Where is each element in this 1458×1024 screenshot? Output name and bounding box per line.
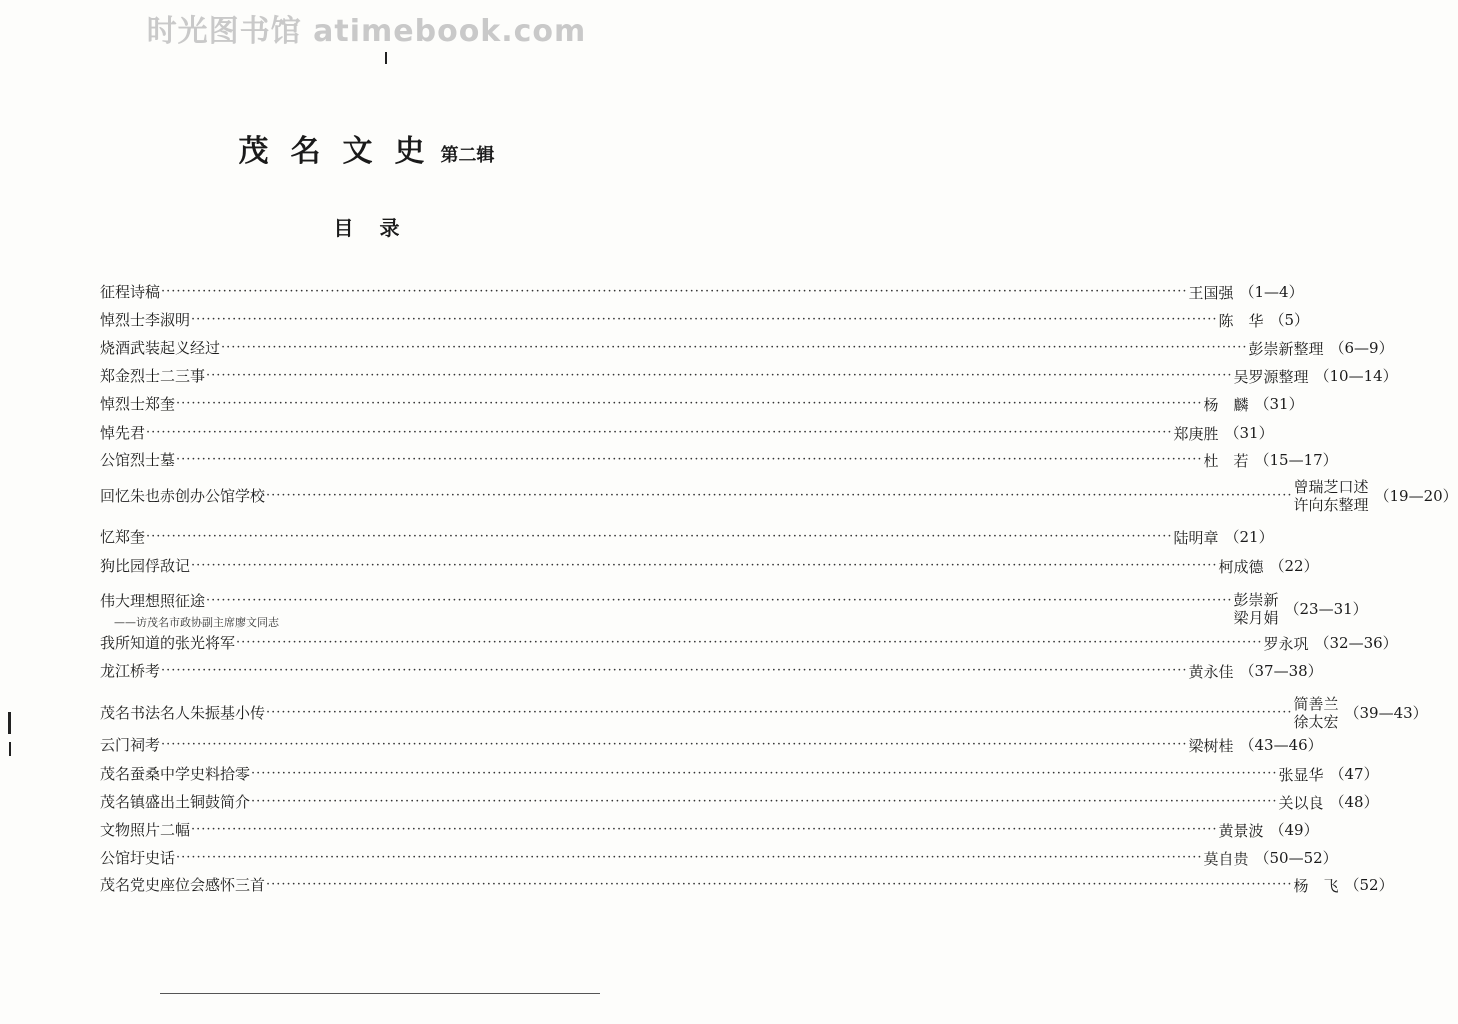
dot-leader: ········································································································································································································ [266, 488, 1293, 503]
entry-author [1233, 368, 1308, 386]
entry-author [1293, 695, 1338, 731]
dot-leader: ········································································································································································································ [161, 663, 1188, 678]
toc-entry [100, 695, 1428, 731]
toc-entry [100, 633, 1398, 653]
entry-title: 伟大理想照征途 [100, 592, 206, 610]
entry-pages: （47） [1329, 765, 1379, 783]
toc-entry [100, 820, 1319, 840]
entry-pages: （49） [1269, 821, 1319, 839]
entry-title: 忆郑奎 [100, 528, 146, 546]
entry-title: 悼烈士郑奎 [100, 395, 176, 413]
entry-author [1278, 794, 1323, 812]
entry-pages: （1—4） [1239, 283, 1304, 301]
toc-heading: 目录 [333, 216, 426, 240]
entry-pages: （5） [1269, 311, 1310, 329]
author-name: 简善兰 [1293, 695, 1339, 713]
toc-entry [100, 792, 1379, 812]
dot-leader: ········································································································································································································ [176, 396, 1203, 411]
entry-title: 茂名镇盛出土铜鼓简介 [100, 793, 251, 811]
author-name: 郑庚胜 [1173, 425, 1219, 443]
author-name: 彭崇新 [1233, 591, 1279, 609]
author-name: 梁树桂 [1188, 737, 1234, 755]
entry-pages: （10—14） [1314, 367, 1398, 385]
toc-entry [100, 310, 1310, 330]
toc-entry [100, 527, 1274, 547]
dot-leader: ········································································································································································································ [176, 452, 1203, 467]
entry-pages: （32—36） [1314, 634, 1398, 652]
toc-entry [100, 394, 1304, 414]
entry-title: 龙江桥考 [100, 662, 161, 680]
author-name: 徐太宏 [1293, 713, 1339, 731]
dot-leader: ········································································································································································································ [146, 529, 1173, 544]
entry-pages: （31） [1254, 395, 1304, 413]
dot-leader: ········································································································································································································ [161, 284, 1188, 299]
entry-title: 我所知道的张光将军 [100, 634, 236, 652]
entry-author [1263, 635, 1308, 653]
entry-title: 烧酒武装起义经过 [100, 339, 221, 357]
author-name: 关以良 [1278, 794, 1324, 812]
entry-title: 云门祠考 [100, 736, 161, 754]
entry-author [1218, 822, 1263, 840]
entry-author [1173, 425, 1218, 443]
entry-pages: （6—9） [1329, 339, 1394, 357]
entry-author [1188, 737, 1233, 755]
entry-pages: （31） [1224, 424, 1274, 442]
entry-pages: （21） [1224, 528, 1274, 546]
dot-leader: ········································································································································································································ [221, 340, 1248, 355]
entry-title: 悼先君 [100, 424, 146, 442]
bottom-rule [160, 993, 600, 994]
entry-author [1293, 877, 1338, 895]
toc-entry [100, 450, 1338, 470]
entry-pages: （50—52） [1254, 849, 1338, 867]
entry-author [1203, 396, 1248, 414]
toc-entry [100, 282, 1304, 302]
dot-leader: ········································································································································································································ [206, 593, 1233, 608]
entry-title: 茂名党史座位会感怀三首 [100, 876, 266, 894]
dot-leader: ········································································································································································································ [266, 705, 1293, 720]
author-name: 陆明章 [1173, 529, 1219, 547]
toc-entry [100, 366, 1398, 386]
author-name: 杜 若 [1203, 452, 1249, 470]
entry-title: 悼烈士李淑明 [100, 311, 191, 329]
dot-leader: ········································································································································································································ [236, 635, 1263, 650]
toc-entry [100, 848, 1338, 868]
dot-leader: ········································································································································································································ [266, 877, 1293, 892]
entry-pages: （22） [1269, 557, 1319, 575]
author-name: 梁月娟 [1233, 609, 1279, 627]
entry-pages: （15—17） [1254, 451, 1338, 469]
book-title-row [0, 126, 733, 170]
watermark: 时光图书馆 atimebook.com [146, 14, 587, 49]
toc-entry [100, 478, 1458, 514]
entry-title: 狗比园俘敌记 [100, 557, 191, 575]
entry-pages: （52） [1344, 876, 1394, 894]
entry-author [1218, 558, 1263, 576]
entry-author [1218, 312, 1263, 330]
scan-mark [9, 742, 11, 756]
author-name: 杨 麟 [1203, 396, 1249, 414]
entry-author [1173, 529, 1218, 547]
dot-leader: ········································································································································································································ [206, 368, 1233, 383]
dot-leader: ········································································································································································································ [176, 850, 1203, 865]
author-name: 张显华 [1278, 766, 1324, 784]
entry-title: 郑金烈士二三事 [100, 367, 206, 385]
author-name: 黄永佳 [1188, 663, 1234, 681]
toc-entry [100, 556, 1319, 576]
entry-subtitle: ——访茂名市政协副主席廖文同志 [114, 616, 279, 629]
entry-author [1248, 340, 1323, 358]
scan-mark [385, 52, 387, 64]
entry-title: 征程诗稿 [100, 283, 161, 301]
entry-title: 公馆圩史话 [100, 849, 176, 867]
entry-pages: （37—38） [1239, 662, 1323, 680]
toc-entry [100, 423, 1274, 443]
author-name: 柯成德 [1218, 558, 1264, 576]
author-name: 王国强 [1188, 284, 1234, 302]
entry-title: 回忆朱也赤创办公馆学校 [100, 487, 266, 505]
author-name: 黄景波 [1218, 822, 1264, 840]
entry-author [1233, 591, 1278, 627]
dot-leader: ········································································································································································································ [191, 558, 1218, 573]
entry-author [1278, 766, 1323, 784]
entry-pages: （39—43） [1344, 704, 1428, 722]
dot-leader: ········································································································································································································ [146, 425, 1173, 440]
entry-author [1293, 478, 1368, 514]
entry-pages: （43—46） [1239, 736, 1323, 754]
toc-entry [100, 591, 1368, 629]
dot-leader: ········································································································································································································ [191, 312, 1218, 327]
entry-author [1203, 452, 1248, 470]
toc-entry [100, 735, 1323, 755]
entry-title: 茂名书法名人朱振基小传 [100, 704, 266, 722]
dot-leader: ········································································································································································································ [191, 822, 1218, 837]
entry-title: 公馆烈士墓 [100, 451, 176, 469]
author-name: 罗永巩 [1263, 635, 1309, 653]
entry-title: 文物照片二幅 [100, 821, 191, 839]
toc-entry [100, 875, 1394, 895]
author-name: 吴罗源整理 [1233, 368, 1309, 386]
entry-pages: （19—20） [1374, 487, 1458, 505]
author-name: 莫自贵 [1203, 850, 1249, 868]
toc-entry [100, 764, 1379, 784]
entry-author [1203, 850, 1248, 868]
toc-entry [100, 661, 1323, 681]
author-name: 陈 华 [1218, 312, 1264, 330]
scan-mark [8, 712, 11, 734]
entry-author [1188, 663, 1233, 681]
entry-author [1188, 284, 1233, 302]
author-name: 杨 飞 [1293, 877, 1339, 895]
book-subtitle: 第二辑 [440, 145, 495, 166]
dot-leader: ········································································································································································································ [251, 794, 1278, 809]
entry-pages: （23—31） [1284, 600, 1368, 618]
book-title: 茂名文史 [238, 134, 447, 169]
author-name: 彭崇新整理 [1248, 340, 1324, 358]
author-name: 许向东整理 [1293, 496, 1369, 514]
dot-leader: ········································································································································································································ [161, 737, 1188, 752]
dot-leader: ········································································································································································································ [251, 766, 1278, 781]
author-name: 曾瑞芝口述 [1293, 478, 1369, 496]
entry-title: 茂名蚕桑中学史料拾零 [100, 765, 251, 783]
toc-entry [100, 338, 1394, 358]
entry-pages: （48） [1329, 793, 1379, 811]
